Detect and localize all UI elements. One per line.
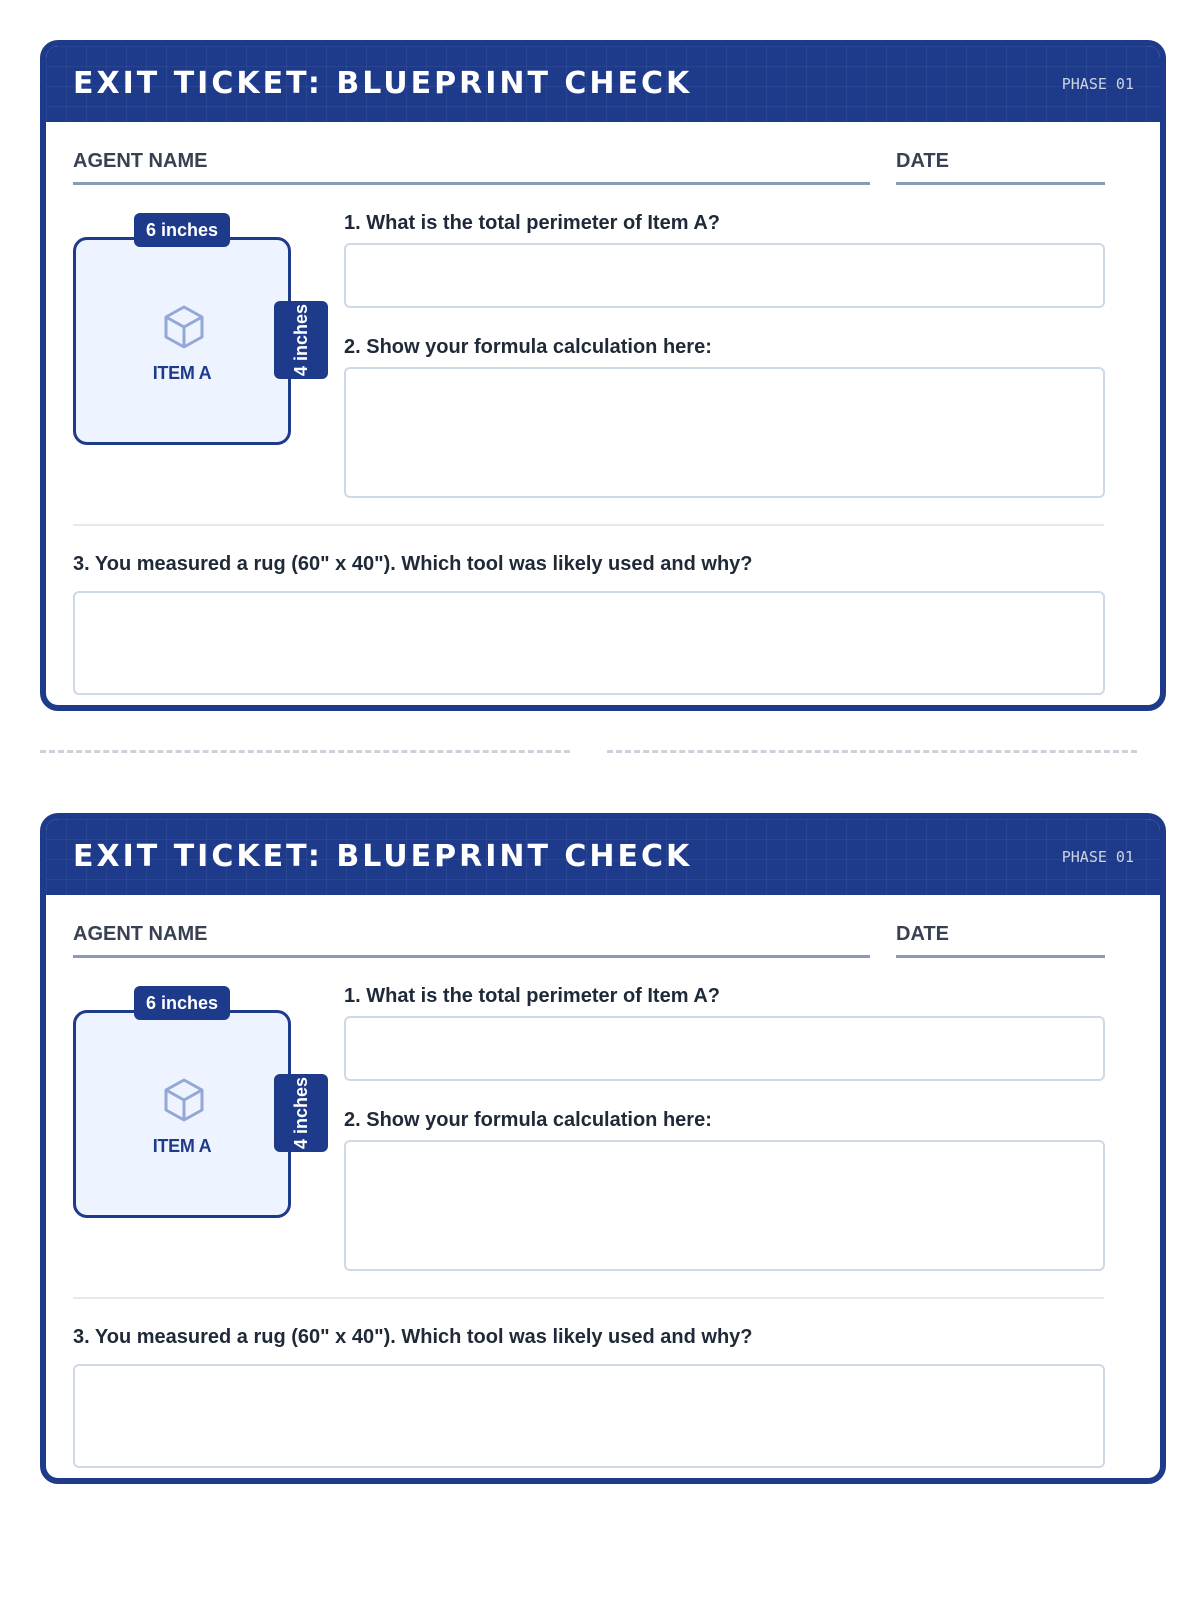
- question-3: 3. You measured a rug (60" x 40"). Which tool was likely used and why?: [73, 553, 753, 575]
- question-1: 1. What is the total perimeter of Item A?: [344, 985, 720, 1007]
- agent-name-field[interactable]: [73, 955, 870, 958]
- ticket-title: EXIT TICKET: BLUEPRINT CHECK: [73, 66, 693, 101]
- ticket-header: [46, 819, 1160, 895]
- height-dimension-text: 4 inches: [291, 1076, 311, 1150]
- answer-2-box[interactable]: [344, 367, 1105, 498]
- width-dimension-tag: 6 inches: [134, 213, 230, 247]
- answer-3-box[interactable]: [73, 591, 1105, 695]
- section-divider: [73, 1297, 1104, 1299]
- answer-3-box[interactable]: [73, 1364, 1105, 1468]
- exit-ticket-1: [40, 40, 1166, 711]
- question-2: 2. Show your formula calculation here:: [344, 1109, 712, 1131]
- width-dimension-tag: 6 inches: [134, 986, 230, 1020]
- date-label: DATE: [896, 923, 949, 945]
- item-a-label: ITEM A: [152, 1136, 212, 1156]
- ticket-header: [46, 46, 1160, 122]
- agent-name-label: AGENT NAME: [73, 150, 208, 172]
- height-dimension-tag: [274, 1074, 328, 1152]
- agent-name-label: AGENT NAME: [73, 923, 208, 945]
- question-3: 3. You measured a rug (60" x 40"). Which tool was likely used and why?: [73, 1326, 753, 1348]
- answer-1-box[interactable]: [344, 1016, 1105, 1081]
- question-2: 2. Show your formula calculation here:: [344, 336, 712, 358]
- date-field[interactable]: [896, 182, 1105, 185]
- height-dimension-tag: [274, 301, 328, 379]
- phase-label: PHASE 01: [1061, 75, 1134, 93]
- cut-line-left: [40, 750, 570, 753]
- cut-line-right: [607, 750, 1137, 753]
- cube-icon: [160, 302, 208, 352]
- exit-ticket-2: [40, 813, 1166, 1484]
- answer-2-box[interactable]: [344, 1140, 1105, 1271]
- item-a-label: ITEM A: [152, 363, 212, 383]
- answer-1-box[interactable]: [344, 243, 1105, 308]
- section-divider: [73, 524, 1104, 526]
- height-dimension-text: 4 inches: [291, 303, 311, 377]
- cube-icon: [160, 1075, 208, 1125]
- ticket-title: EXIT TICKET: BLUEPRINT CHECK: [73, 839, 693, 874]
- item-a-diagram: [73, 1010, 291, 1218]
- date-label: DATE: [896, 150, 949, 172]
- agent-name-field[interactable]: [73, 182, 870, 185]
- phase-label: PHASE 01: [1061, 848, 1134, 866]
- question-1: 1. What is the total perimeter of Item A?: [344, 212, 720, 234]
- item-a-diagram: [73, 237, 291, 445]
- date-field[interactable]: [896, 955, 1105, 958]
